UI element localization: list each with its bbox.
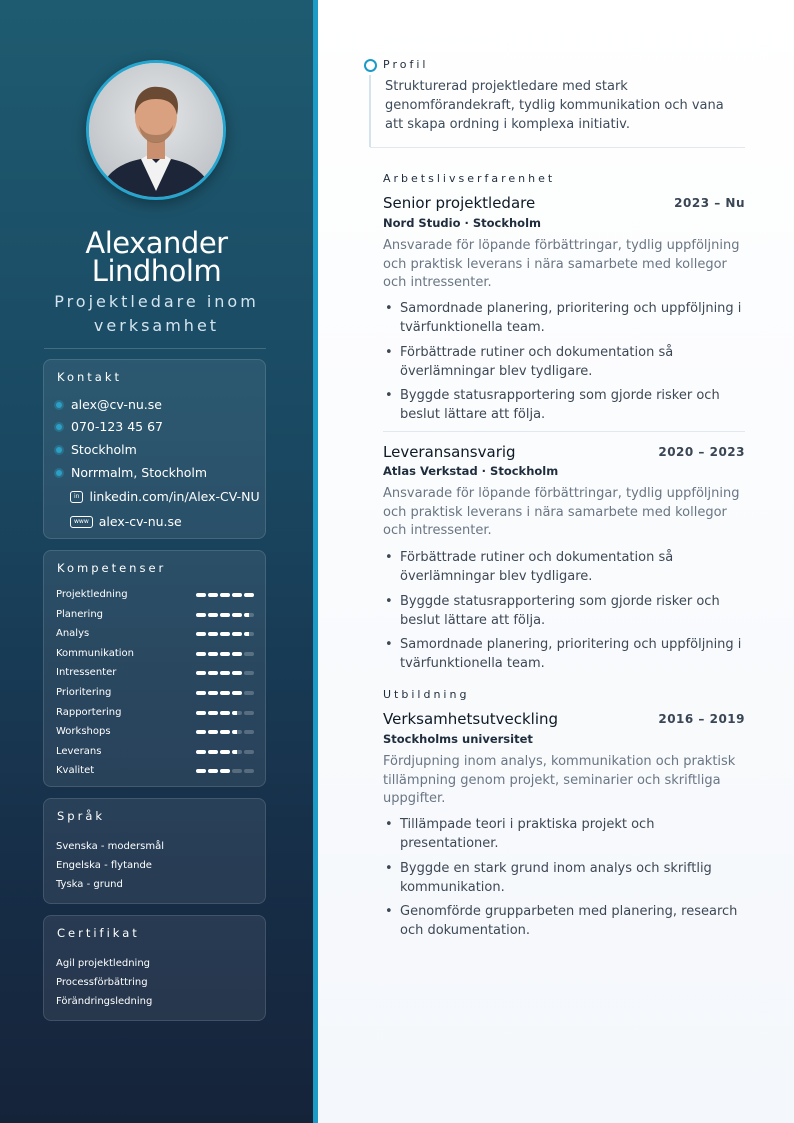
skill-level-pill	[208, 711, 218, 715]
skill-level-pill	[220, 769, 230, 773]
profile-marker-icon	[364, 59, 377, 72]
skill-level-pill	[196, 613, 206, 617]
skill-row	[56, 666, 254, 680]
skill-level-pill	[208, 613, 218, 617]
skill-row	[56, 608, 254, 622]
skills-card	[43, 550, 266, 787]
skill-level-pill	[232, 632, 242, 636]
skill-level-pill	[196, 691, 206, 695]
experience-heading: Arbetslivserfarenhet	[383, 172, 556, 185]
education-bullets	[383, 815, 745, 946]
skill-level-pill	[244, 652, 254, 656]
skill-level-pill	[232, 769, 242, 773]
contact-website[interactable]: www alex-cv-nu.se	[56, 514, 182, 530]
linkedin-icon: in	[70, 491, 83, 503]
skill-level-meter	[196, 691, 254, 695]
profile-text: Strukturerad projektledare med stark genomförandekraft, tydlig kommunikation och vana att skapa ordning i komplexa initiativ.	[385, 79, 724, 132]
contact-card	[43, 359, 266, 539]
job-title: Senior projektledare	[383, 194, 536, 212]
education-heading: Utbildning	[383, 688, 470, 701]
certificates-title: Certifikat	[57, 926, 140, 940]
contact-title: Kontakt	[57, 370, 123, 384]
skill-name: Kvalitet	[56, 765, 95, 777]
certificate-item: Förändringsledning	[56, 996, 153, 1007]
contact-address: Norrmalm, Stockholm	[56, 465, 207, 481]
skill-level-pill	[220, 593, 230, 597]
certificate-item: Processförbättring	[56, 977, 148, 988]
skill-level-pill	[208, 652, 218, 656]
skill-level-meter	[196, 671, 254, 675]
list-item: • Samordnade planering, prioritering och uppföljning i tvärfunktionella team.	[383, 299, 745, 337]
skill-level-pill	[244, 671, 254, 675]
skill-level-pill	[244, 730, 254, 734]
bullet-dot-icon	[56, 402, 62, 408]
language-item: Svenska - modersmål	[56, 841, 165, 852]
skill-level-pill	[220, 671, 230, 675]
last-name: Lindholm	[91, 254, 222, 288]
sidebar-divider	[44, 348, 266, 349]
skill-level-pill	[220, 750, 230, 754]
skill-level-pill	[208, 750, 218, 754]
skill-row	[56, 686, 254, 700]
skill-name: Prioritering	[56, 687, 112, 698]
skill-level-meter	[196, 711, 254, 715]
profile-rule	[369, 75, 371, 147]
skill-level-meter	[196, 632, 254, 636]
skill-level-pill	[196, 652, 206, 656]
list-item: • Byggde statusrapportering som gjorde risker och beslut lättare att följa.	[383, 592, 745, 630]
skill-level-pill	[232, 671, 242, 675]
skill-level-pill	[220, 632, 230, 636]
skill-level-pill	[220, 613, 230, 617]
job-org: Atlas Verkstad · Stockholm	[383, 464, 559, 478]
skill-level-pill	[232, 593, 242, 597]
education-school: Stockholms universitet	[383, 732, 533, 746]
skill-name: Kommunikation	[56, 647, 135, 659]
skill-level-pill	[208, 691, 218, 695]
skill-level-pill	[232, 613, 242, 617]
language-item: Engelska - flytande	[56, 860, 152, 871]
skill-level-pill	[244, 769, 254, 773]
education-title: Verksamhetsutveckling	[383, 710, 559, 728]
bullet-dot-icon	[56, 447, 62, 453]
list-item: • Förbättrade rutiner och dokumentation så överlämningar blev tydligare.	[383, 343, 745, 381]
contact-email[interactable]: alex@cv-nu.se	[56, 397, 162, 413]
job-bullets	[383, 548, 745, 679]
avatar	[86, 60, 226, 200]
skill-level-pill	[208, 632, 218, 636]
first-name: Alexander	[85, 226, 228, 260]
skill-level-pill	[220, 730, 230, 734]
contact-linkedin[interactable]: in linkedin.com/in/Alex-CV-NU	[56, 489, 260, 505]
contact-city: Stockholm	[56, 442, 137, 458]
skill-level-pill	[232, 652, 242, 656]
skill-level-pill	[196, 671, 206, 675]
skill-level-pill	[208, 671, 218, 675]
languages-title: Språk	[57, 809, 106, 823]
skill-name: Analys	[56, 628, 90, 640]
bullet-dot-icon	[56, 424, 62, 430]
education-date: 2016 – 2019	[658, 712, 745, 726]
skill-level-pill	[196, 730, 206, 734]
job-date: 2023 – Nu	[674, 196, 745, 210]
skill-level-pill	[232, 750, 242, 754]
job-description: Ansvarade för löpande förbättringar, tydlig uppföljning och praktisk leverans i nära samarbete med kollegor och intressenter.	[383, 486, 740, 538]
skill-level-pill	[196, 769, 206, 773]
skill-row	[56, 725, 254, 739]
contact-phone[interactable]: 070-123 45 67	[56, 419, 163, 435]
skill-level-pill	[244, 750, 254, 754]
skill-level-meter	[196, 730, 254, 734]
skill-level-pill	[244, 711, 254, 715]
skill-name: Rapportering	[56, 706, 122, 718]
certificate-item: Agil projektledning	[56, 958, 151, 969]
list-item: • Byggde en stark grund inom analys och skriftlig kommunikation.	[383, 859, 745, 897]
list-item: • Byggde statusrapportering som gjorde risker och beslut lättare att följa.	[383, 386, 745, 424]
skill-level-pill	[208, 730, 218, 734]
skill-level-pill	[220, 691, 230, 695]
skill-level-meter	[196, 613, 254, 617]
skill-level-pill	[220, 652, 230, 656]
skill-level-pill	[244, 691, 254, 695]
profile-heading: Profil	[383, 58, 429, 71]
skill-level-pill	[232, 730, 242, 734]
job-date: 2020 – 2023	[658, 445, 745, 459]
certificates-card	[43, 915, 266, 1021]
skill-level-meter	[196, 769, 254, 773]
skills-title: Kompetenser	[57, 561, 167, 575]
skill-row	[56, 745, 254, 759]
skill-level-pill	[244, 613, 254, 617]
skill-row	[56, 627, 254, 641]
skill-row	[56, 647, 254, 661]
skill-level-pill	[196, 750, 206, 754]
list-item: • Förbättrade rutiner och dokumentation så överlämningar blev tydligare.	[383, 548, 745, 586]
skill-level-pill	[232, 691, 242, 695]
list-item: • Genomförde grupparbeten med planering, research och dokumentation.	[383, 902, 745, 940]
list-item: • Samordnade planering, prioritering och uppföljning i tvärfunktionella team.	[383, 635, 745, 673]
job-title: Leveransansvarig	[383, 443, 516, 461]
skill-level-pill	[244, 632, 254, 636]
skill-name: Leverans	[56, 745, 102, 757]
section-divider	[370, 147, 745, 148]
job-role: Projektledare inom verksamhet	[54, 292, 259, 335]
job-bullets	[383, 299, 745, 430]
skill-name: Projektledning	[56, 589, 128, 600]
skill-row	[56, 706, 254, 720]
globe-icon: www	[70, 516, 93, 528]
skill-level-pill	[196, 711, 206, 715]
skill-level-pill	[208, 769, 218, 773]
skill-row	[56, 764, 254, 778]
job-divider	[383, 431, 745, 432]
skill-level-pill	[208, 593, 218, 597]
skill-name: Planering	[56, 608, 104, 620]
skill-level-meter	[196, 652, 254, 656]
skill-level-pill	[232, 711, 242, 715]
list-item: • Tillämpade teori i praktiska projekt och presentationer.	[383, 815, 745, 853]
language-item: Tyska - grund	[56, 879, 123, 890]
job-description: Ansvarade för löpande förbättringar, tydlig uppföljning och praktisk leverans i nära samarbete med kollegor och intressenter.	[383, 238, 740, 290]
skill-name: Workshops	[56, 726, 111, 738]
skill-name: Intressenter	[56, 667, 117, 679]
languages-card	[43, 798, 266, 904]
skill-level-meter	[196, 750, 254, 754]
skill-level-pill	[244, 593, 254, 597]
job-org: Nord Studio · Stockholm	[383, 216, 542, 230]
skill-level-pill	[196, 632, 206, 636]
skill-level-meter	[196, 593, 254, 597]
skill-level-pill	[196, 593, 206, 597]
bullet-dot-icon	[56, 470, 62, 476]
education-description: Fördjupning inom analys, kommunikation och praktisk tillämpning genom projekt, seminarier och skriftliga uppgifter.	[383, 754, 736, 806]
skill-level-pill	[220, 711, 230, 715]
skill-row	[56, 588, 254, 602]
